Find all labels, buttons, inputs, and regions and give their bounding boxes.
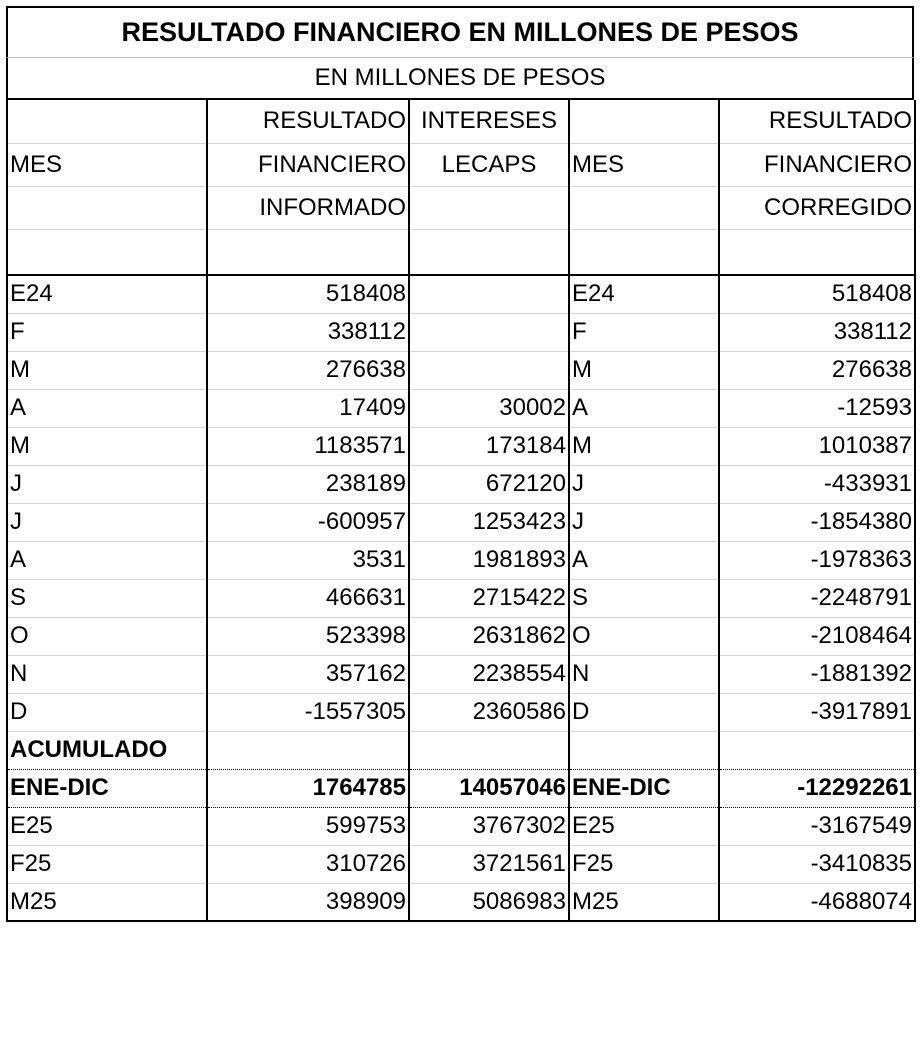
table-cell[interactable]: 14057046 — [409, 769, 569, 807]
table-row — [7, 465, 915, 503]
accumulated-label-row — [7, 731, 915, 769]
table-cell[interactable]: FINANCIERO — [719, 143, 915, 186]
sheet-title: RESULTADO FINANCIERO EN MILLONES DE PESOS — [6, 6, 914, 58]
table-cell[interactable] — [207, 229, 409, 275]
table-cell[interactable] — [409, 229, 569, 275]
table-cell[interactable]: J — [7, 465, 207, 503]
table-cell[interactable]: -3410835 — [719, 845, 915, 883]
table-cell[interactable]: 30002 — [409, 389, 569, 427]
table-cell[interactable]: M — [569, 427, 719, 465]
table-cell[interactable]: M — [7, 351, 207, 389]
table-cell[interactable]: 523398 — [207, 617, 409, 655]
table-cell[interactable]: -1557305 — [207, 693, 409, 731]
table-cell[interactable] — [7, 100, 207, 143]
table-cell[interactable]: M25 — [7, 883, 207, 921]
table-cell[interactable] — [7, 229, 207, 275]
table-cell[interactable] — [569, 186, 719, 229]
table-cell[interactable]: 338112 — [719, 313, 915, 351]
table-row — [7, 503, 915, 541]
table-cell[interactable] — [409, 351, 569, 389]
table-cell[interactable]: N — [7, 655, 207, 693]
table-cell[interactable]: A — [7, 389, 207, 427]
table-cell[interactable]: -4688074 — [719, 883, 915, 921]
table-cell[interactable]: 1253423 — [409, 503, 569, 541]
table-cell[interactable]: 17409 — [207, 389, 409, 427]
table-cell[interactable]: J — [569, 503, 719, 541]
table-cell[interactable] — [409, 186, 569, 229]
table-cell[interactable]: 1010387 — [719, 427, 915, 465]
table-cell[interactable]: 398909 — [207, 883, 409, 921]
table-cell[interactable]: 518408 — [719, 275, 915, 313]
header-row — [7, 186, 915, 229]
table-cell[interactable]: E24 — [569, 275, 719, 313]
table-row — [7, 845, 915, 883]
table-cell[interactable]: MES — [569, 143, 719, 186]
table-cell[interactable]: INFORMADO — [207, 186, 409, 229]
table-cell[interactable]: F — [7, 313, 207, 351]
table-cell[interactable] — [409, 731, 569, 769]
table-cell[interactable]: -1881392 — [719, 655, 915, 693]
table-cell[interactable]: 3721561 — [409, 845, 569, 883]
table-cell[interactable]: CORREGIDO — [719, 186, 915, 229]
table-cell[interactable]: D — [569, 693, 719, 731]
table-cell[interactable]: 672120 — [409, 465, 569, 503]
table-cell[interactable]: 2360586 — [409, 693, 569, 731]
table-cell[interactable]: -12292261 — [719, 769, 915, 807]
financial-results-table — [6, 100, 916, 922]
table-cell[interactable]: 599753 — [207, 807, 409, 845]
table-row — [7, 275, 915, 313]
table-cell[interactable]: A — [569, 541, 719, 579]
header-spacer-row — [7, 229, 915, 275]
table-row — [7, 579, 915, 617]
table-cell[interactable]: E25 — [7, 807, 207, 845]
total-row — [7, 769, 915, 807]
table-cell[interactable] — [7, 186, 207, 229]
table-cell[interactable]: 338112 — [207, 313, 409, 351]
header-row — [7, 143, 915, 186]
header-row — [7, 100, 915, 143]
table-cell[interactable]: J — [569, 465, 719, 503]
table-cell[interactable]: ACUMULADO — [7, 731, 207, 769]
table-row — [7, 617, 915, 655]
table-cell[interactable]: 173184 — [409, 427, 569, 465]
table-cell[interactable]: 466631 — [207, 579, 409, 617]
table-row — [7, 693, 915, 731]
table-cell[interactable] — [569, 731, 719, 769]
table-cell[interactable] — [207, 731, 409, 769]
table-cell[interactable]: 276638 — [719, 351, 915, 389]
table-cell[interactable]: F25 — [7, 845, 207, 883]
table-cell[interactable]: 3531 — [207, 541, 409, 579]
table-row — [7, 427, 915, 465]
table-cell[interactable]: 3767302 — [409, 807, 569, 845]
table-cell[interactable]: 518408 — [207, 275, 409, 313]
table-cell[interactable]: M — [569, 351, 719, 389]
table-cell[interactable]: 5086983 — [409, 883, 569, 921]
spreadsheet — [6, 6, 914, 922]
table-cell[interactable]: MES — [7, 143, 207, 186]
table-cell[interactable]: 1183571 — [207, 427, 409, 465]
table-cell[interactable]: S — [569, 579, 719, 617]
table-cell[interactable]: A — [569, 389, 719, 427]
table-cell[interactable]: F — [569, 313, 719, 351]
table-cell[interactable] — [569, 229, 719, 275]
table-row — [7, 655, 915, 693]
table-cell[interactable]: 357162 — [207, 655, 409, 693]
table-cell[interactable]: S — [7, 579, 207, 617]
table-cell[interactable]: N — [569, 655, 719, 693]
table-cell[interactable]: 2238554 — [409, 655, 569, 693]
table-cell[interactable]: D — [7, 693, 207, 731]
table-cell[interactable] — [719, 731, 915, 769]
table-cell[interactable]: FINANCIERO — [207, 143, 409, 186]
table-cell[interactable]: O — [569, 617, 719, 655]
table-cell[interactable]: 276638 — [207, 351, 409, 389]
table-cell[interactable]: E24 — [7, 275, 207, 313]
table-cell[interactable]: 238189 — [207, 465, 409, 503]
table-row — [7, 883, 915, 921]
table-cell[interactable] — [569, 100, 719, 143]
table-cell[interactable]: 2715422 — [409, 579, 569, 617]
table-cell[interactable] — [409, 313, 569, 351]
table-cell[interactable]: ENE-DIC — [569, 769, 719, 807]
table-cell[interactable]: -600957 — [207, 503, 409, 541]
table-cell[interactable]: -3917891 — [719, 693, 915, 731]
table-cell[interactable] — [409, 275, 569, 313]
table-cell[interactable]: -12593 — [719, 389, 915, 427]
table-cell[interactable] — [719, 229, 915, 275]
table-cell[interactable]: E25 — [569, 807, 719, 845]
table-cell[interactable]: M — [7, 427, 207, 465]
table-cell[interactable]: F25 — [569, 845, 719, 883]
table-row — [7, 541, 915, 579]
table-cell[interactable]: -3167549 — [719, 807, 915, 845]
table-cell[interactable]: 1981893 — [409, 541, 569, 579]
table-row — [7, 351, 915, 389]
sheet-subtitle: EN MILLONES DE PESOS — [6, 58, 914, 100]
table-cell[interactable]: 310726 — [207, 845, 409, 883]
table-row — [7, 389, 915, 427]
table-row — [7, 313, 915, 351]
table-row — [7, 807, 915, 845]
table-cell[interactable]: -433931 — [719, 465, 915, 503]
table-cell[interactable]: M25 — [569, 883, 719, 921]
table-cell[interactable]: LECAPS — [409, 143, 569, 186]
table-cell[interactable]: O — [7, 617, 207, 655]
table-cell[interactable]: A — [7, 541, 207, 579]
table-cell[interactable]: RESULTADO — [719, 100, 915, 143]
table-cell[interactable]: J — [7, 503, 207, 541]
table-cell[interactable]: 1764785 — [207, 769, 409, 807]
table-cell[interactable]: -1854380 — [719, 503, 915, 541]
table-cell[interactable]: -2108464 — [719, 617, 915, 655]
table-cell[interactable]: INTERESES — [409, 100, 569, 143]
table-cell[interactable]: 2631862 — [409, 617, 569, 655]
table-cell[interactable]: RESULTADO — [207, 100, 409, 143]
table-cell[interactable]: -2248791 — [719, 579, 915, 617]
table-cell[interactable]: ENE-DIC — [7, 769, 207, 807]
table-cell[interactable]: -1978363 — [719, 541, 915, 579]
